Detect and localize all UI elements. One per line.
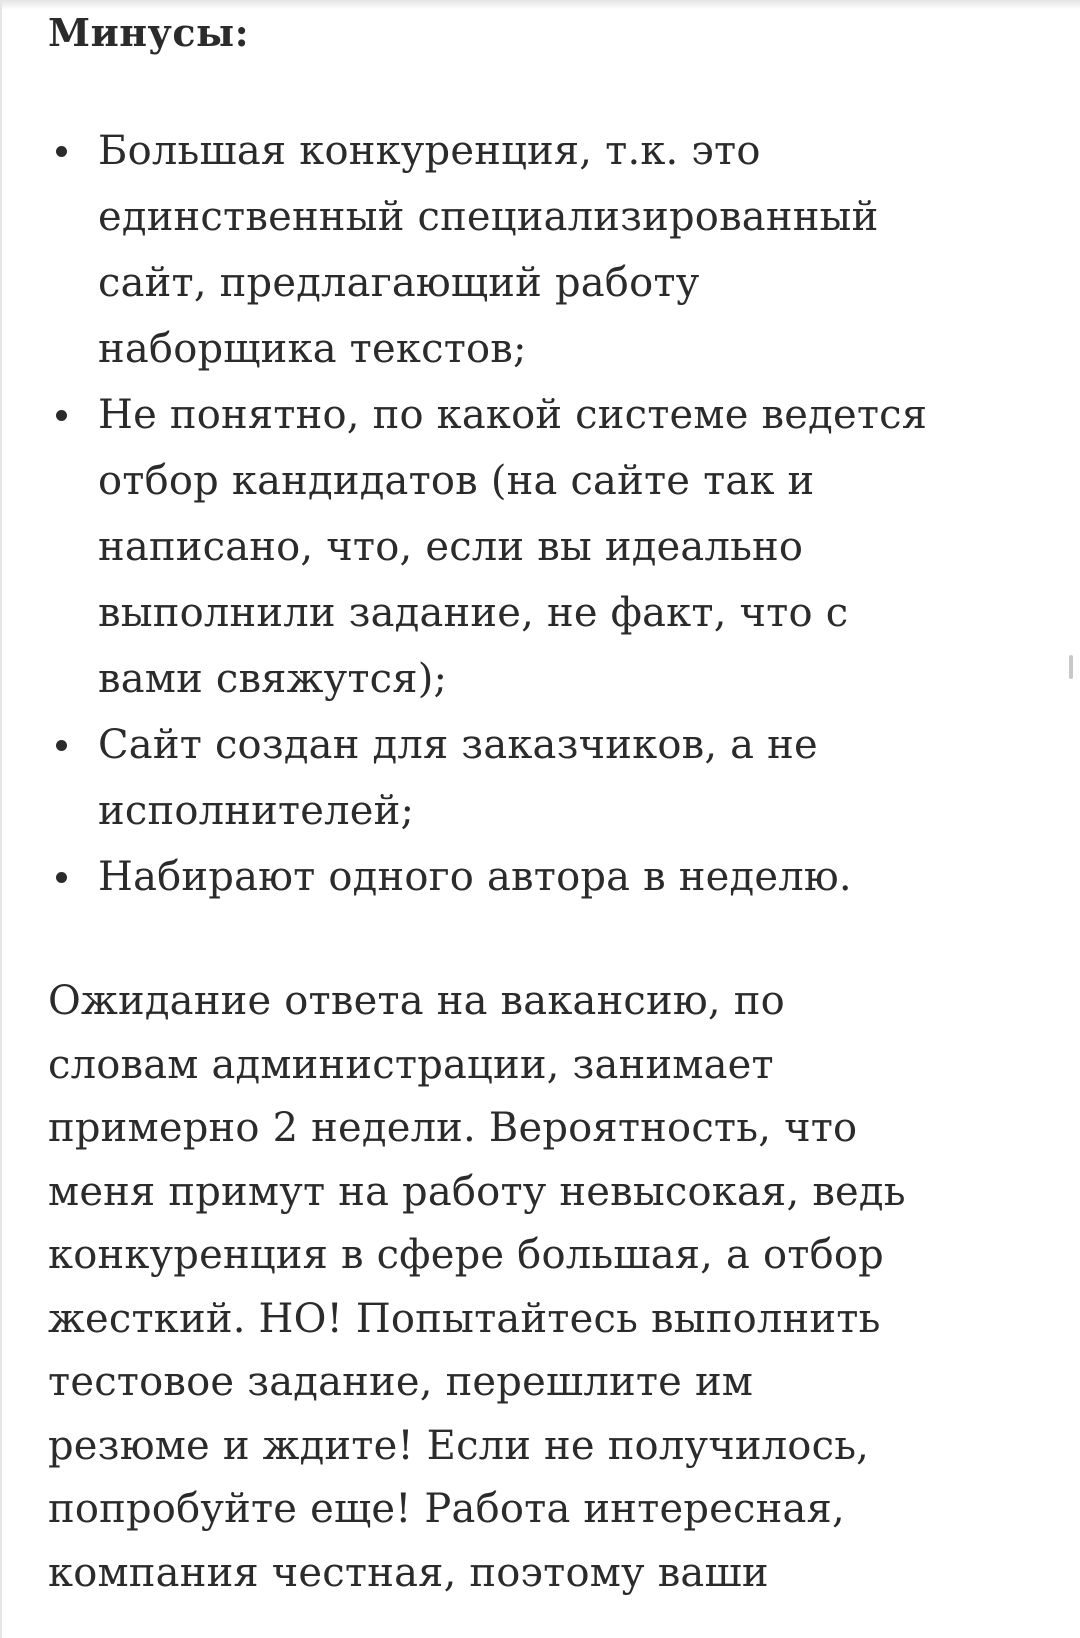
- cons-heading: Минусы:: [48, 10, 250, 55]
- text-line: Набирают одного автора в неделю.: [98, 854, 852, 900]
- text-line: выполнили задание, не факт, что с: [98, 590, 849, 636]
- cons-item-3: [98, 712, 1048, 844]
- cons-item-2: [98, 382, 1048, 712]
- body-paragraph: [48, 970, 1048, 1605]
- text-line: жесткий. НО! Попытайтесь выполнить: [48, 1295, 881, 1342]
- text-line: отбор кандидатов (на сайте так и: [98, 458, 815, 504]
- text-line: словам администрации, занимает: [48, 1041, 774, 1088]
- text-line: компания честная, поэтому ваши: [48, 1549, 769, 1596]
- text-line: наборщика текстов;: [98, 326, 527, 372]
- text-line: единственный специализированный: [98, 194, 879, 240]
- text-line: попробуйте еще! Работа интересная,: [48, 1486, 845, 1532]
- text-line: примерно 2 недели. Вероятность, что: [48, 1105, 858, 1151]
- text-line: Ожидание ответа на вакансию, по: [48, 978, 785, 1024]
- page-edge: [0, 0, 2, 1638]
- text-line: сайт, предлагающий работу: [98, 260, 700, 306]
- cons-item-1: [98, 118, 1048, 382]
- text-line: Сайт создан для заказчиков, а не: [98, 722, 818, 768]
- text-line: меня примут на работу невысокая, ведь: [48, 1168, 906, 1215]
- text-line: написано, что, если вы идеально: [98, 524, 804, 570]
- cons-list: [48, 118, 1048, 910]
- text-line: Большая конкуренция, т.к. это: [98, 128, 761, 174]
- text-line: конкуренция в сфере большая, а отбор: [48, 1232, 884, 1278]
- cons-item-4: [98, 844, 1048, 910]
- text-line: исполнителей;: [98, 788, 415, 834]
- text-line: Не понятно, по какой системе ведется: [98, 392, 928, 438]
- scroll-indicator[interactable]: [1069, 655, 1073, 679]
- text-line: вами свяжутся);: [98, 656, 448, 702]
- text-line: резюме и ждите! Если не получилось,: [48, 1422, 870, 1469]
- article-content: [48, 0, 1048, 1605]
- text-line: тестовое задание, перешлите им: [48, 1359, 754, 1405]
